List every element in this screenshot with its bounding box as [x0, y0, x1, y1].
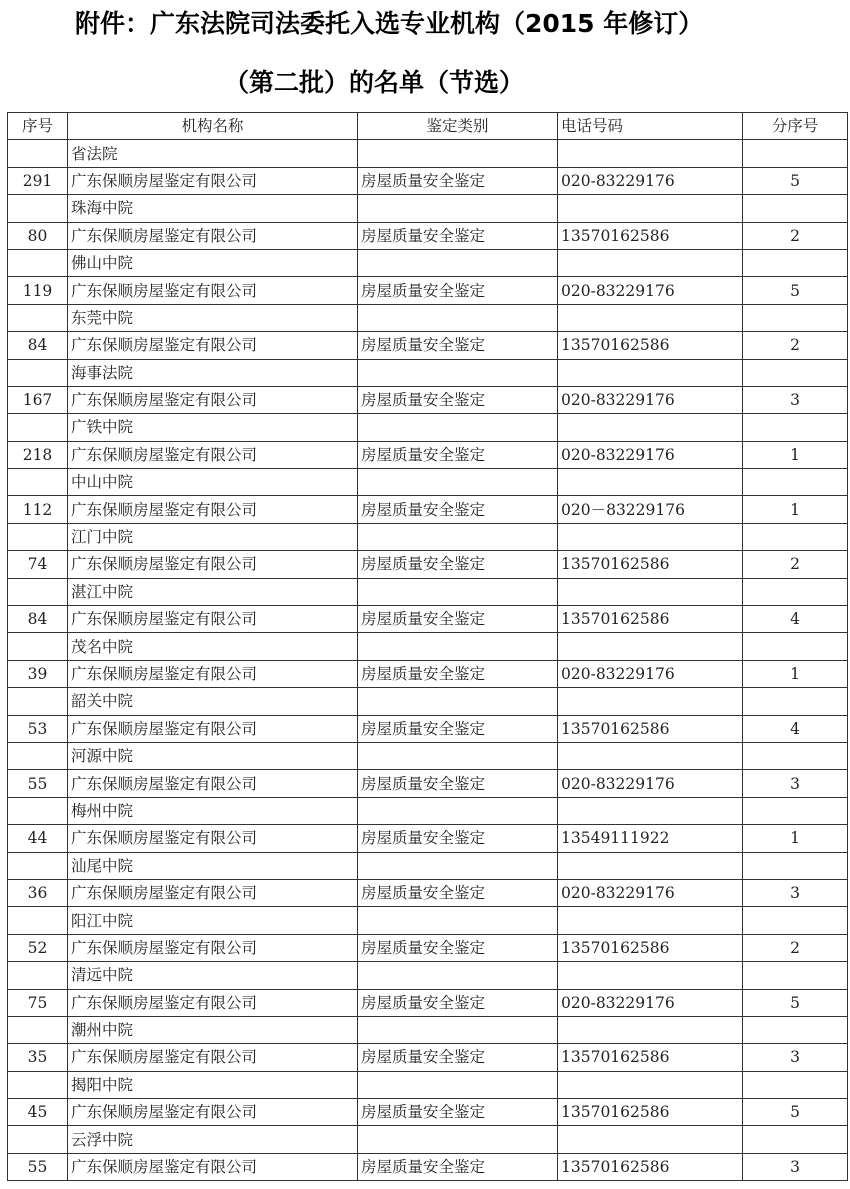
court-serial-cell — [8, 195, 68, 222]
court-serial-cell — [8, 1071, 68, 1098]
empty-cell — [558, 1071, 743, 1098]
empty-cell — [743, 469, 848, 496]
institution-name: 广东保顺房屋鉴定有限公司 — [68, 441, 358, 468]
serial-number: 84 — [8, 606, 68, 633]
sub-serial-number: 3 — [743, 1153, 848, 1180]
phone-number: 020-83229176 — [558, 770, 743, 797]
institution-name: 广东保顺房屋鉴定有限公司 — [68, 1044, 358, 1071]
institution-name: 广东保顺房屋鉴定有限公司 — [68, 989, 358, 1016]
institution-name: 广东保顺房屋鉴定有限公司 — [68, 660, 358, 687]
court-name: 阳江中院 — [68, 907, 358, 934]
empty-cell — [358, 1126, 558, 1153]
empty-cell — [558, 523, 743, 550]
serial-number: 52 — [8, 934, 68, 961]
serial-number: 55 — [8, 770, 68, 797]
serial-number: 36 — [8, 879, 68, 906]
court-row — [8, 414, 848, 441]
court-row — [8, 304, 848, 331]
court-serial-cell — [8, 140, 68, 167]
phone-number: 020-83229176 — [558, 660, 743, 687]
phone-number: 13570162586 — [558, 1044, 743, 1071]
institution-name: 广东保顺房屋鉴定有限公司 — [68, 167, 358, 194]
court-name: 汕尾中院 — [68, 852, 358, 879]
empty-cell — [358, 140, 558, 167]
serial-number: 218 — [8, 441, 68, 468]
appraisal-category: 房屋质量安全鉴定 — [358, 1153, 558, 1180]
court-serial-cell — [8, 1016, 68, 1043]
appraisal-category: 房屋质量安全鉴定 — [358, 167, 558, 194]
sub-serial-number: 4 — [743, 606, 848, 633]
empty-cell — [743, 797, 848, 824]
empty-cell — [358, 907, 558, 934]
empty-cell — [558, 249, 743, 276]
empty-cell — [743, 1126, 848, 1153]
court-name: 江门中院 — [68, 523, 358, 550]
empty-cell — [558, 797, 743, 824]
phone-number: 13570162586 — [558, 606, 743, 633]
phone-number: 020-83229176 — [558, 989, 743, 1016]
empty-cell — [358, 304, 558, 331]
court-serial-cell — [8, 852, 68, 879]
empty-cell — [743, 414, 848, 441]
appraisal-category: 房屋质量安全鉴定 — [358, 1044, 558, 1071]
empty-cell — [558, 578, 743, 605]
document-subtitle: （第二批）的名单（节选） — [224, 68, 525, 97]
phone-number: 13570162586 — [558, 1099, 743, 1126]
appraisal-category: 房屋质量安全鉴定 — [358, 989, 558, 1016]
court-serial-cell — [8, 797, 68, 824]
serial-number: 75 — [8, 989, 68, 1016]
header-institution: 机构名称 — [68, 113, 358, 140]
appraisal-category: 房屋质量安全鉴定 — [358, 222, 558, 249]
table-row — [8, 715, 848, 742]
table-row — [8, 1044, 848, 1071]
empty-cell — [743, 304, 848, 331]
court-row — [8, 852, 848, 879]
sub-serial-number: 1 — [743, 660, 848, 687]
empty-cell — [558, 195, 743, 222]
empty-cell — [558, 1016, 743, 1043]
empty-cell — [358, 1016, 558, 1043]
court-name: 梅州中院 — [68, 797, 358, 824]
table-row — [8, 1153, 848, 1180]
institution-name: 广东保顺房屋鉴定有限公司 — [68, 551, 358, 578]
table-row — [8, 222, 848, 249]
empty-cell — [743, 742, 848, 769]
empty-cell — [743, 907, 848, 934]
empty-cell — [558, 688, 743, 715]
court-serial-cell — [8, 249, 68, 276]
empty-cell — [358, 962, 558, 989]
serial-number: 84 — [8, 332, 68, 359]
sub-serial-number: 5 — [743, 167, 848, 194]
appraisal-category: 房屋质量安全鉴定 — [358, 332, 558, 359]
header-sub-serial: 分序号 — [743, 113, 848, 140]
appraisal-category: 房屋质量安全鉴定 — [358, 879, 558, 906]
phone-number: 020-83229176 — [558, 167, 743, 194]
table-row — [8, 825, 848, 852]
appraisal-category: 房屋质量安全鉴定 — [358, 277, 558, 304]
phone-number: 13570162586 — [558, 222, 743, 249]
court-name: 广铁中院 — [68, 414, 358, 441]
court-row — [8, 962, 848, 989]
phone-number: 13570162586 — [558, 332, 743, 359]
empty-cell — [743, 523, 848, 550]
sub-serial-number: 3 — [743, 386, 848, 413]
sub-serial-number: 5 — [743, 1099, 848, 1126]
serial-number: 167 — [8, 386, 68, 413]
court-serial-cell — [8, 469, 68, 496]
court-name: 清远中院 — [68, 962, 358, 989]
table-row — [8, 441, 848, 468]
serial-number: 44 — [8, 825, 68, 852]
sub-serial-number: 2 — [743, 222, 848, 249]
appraisal-category: 房屋质量安全鉴定 — [358, 441, 558, 468]
document-title: 附件：广东法院司法委托入选专业机构（2015 年修订） — [75, 9, 704, 38]
sub-serial-number: 3 — [743, 879, 848, 906]
phone-number: 020－83229176 — [558, 496, 743, 523]
empty-cell — [743, 962, 848, 989]
court-row — [8, 797, 848, 824]
appraisal-category: 房屋质量安全鉴定 — [358, 934, 558, 961]
sub-serial-number: 2 — [743, 332, 848, 359]
sub-serial-number: 3 — [743, 1044, 848, 1071]
institution-name: 广东保顺房屋鉴定有限公司 — [68, 1153, 358, 1180]
court-serial-cell — [8, 1126, 68, 1153]
phone-number: 13570162586 — [558, 934, 743, 961]
sub-serial-number: 1 — [743, 441, 848, 468]
court-name: 中山中院 — [68, 469, 358, 496]
phone-number: 13549111922 — [558, 825, 743, 852]
institution-name: 广东保顺房屋鉴定有限公司 — [68, 825, 358, 852]
empty-cell — [358, 852, 558, 879]
sub-serial-number: 5 — [743, 277, 848, 304]
court-row — [8, 578, 848, 605]
empty-cell — [558, 633, 743, 660]
court-serial-cell — [8, 907, 68, 934]
institution-name: 广东保顺房屋鉴定有限公司 — [68, 332, 358, 359]
empty-cell — [558, 359, 743, 386]
phone-number: 020-83229176 — [558, 879, 743, 906]
serial-number: 53 — [8, 715, 68, 742]
court-row — [8, 523, 848, 550]
empty-cell — [558, 1126, 743, 1153]
empty-cell — [558, 907, 743, 934]
table-header-row — [8, 113, 848, 140]
empty-cell — [358, 469, 558, 496]
court-name: 茂名中院 — [68, 633, 358, 660]
court-row — [8, 688, 848, 715]
court-row — [8, 1016, 848, 1043]
empty-cell — [558, 304, 743, 331]
institution-name: 广东保顺房屋鉴定有限公司 — [68, 606, 358, 633]
phone-number: 13570162586 — [558, 715, 743, 742]
appraisal-category: 房屋质量安全鉴定 — [358, 551, 558, 578]
empty-cell — [358, 523, 558, 550]
court-serial-cell — [8, 962, 68, 989]
serial-number: 119 — [8, 277, 68, 304]
sub-serial-number: 3 — [743, 770, 848, 797]
court-serial-cell — [8, 633, 68, 660]
sub-serial-number: 1 — [743, 496, 848, 523]
empty-cell — [358, 742, 558, 769]
table-row — [8, 277, 848, 304]
serial-number: 55 — [8, 1153, 68, 1180]
institution-name: 广东保顺房屋鉴定有限公司 — [68, 1099, 358, 1126]
court-serial-cell — [8, 414, 68, 441]
serial-number: 39 — [8, 660, 68, 687]
empty-cell — [743, 359, 848, 386]
empty-cell — [743, 633, 848, 660]
table-row — [8, 934, 848, 961]
court-name: 海事法院 — [68, 359, 358, 386]
appraisal-category: 房屋质量安全鉴定 — [358, 660, 558, 687]
court-name: 揭阳中院 — [68, 1071, 358, 1098]
table-row — [8, 167, 848, 194]
table-row — [8, 989, 848, 1016]
court-serial-cell — [8, 742, 68, 769]
institution-table — [7, 112, 848, 1181]
phone-number: 13570162586 — [558, 1153, 743, 1180]
empty-cell — [743, 688, 848, 715]
institution-name: 广东保顺房屋鉴定有限公司 — [68, 496, 358, 523]
court-name: 湛江中院 — [68, 578, 358, 605]
empty-cell — [558, 742, 743, 769]
appraisal-category: 房屋质量安全鉴定 — [358, 1099, 558, 1126]
institution-name: 广东保顺房屋鉴定有限公司 — [68, 277, 358, 304]
empty-cell — [558, 414, 743, 441]
sub-serial-number: 4 — [743, 715, 848, 742]
table-row — [8, 606, 848, 633]
serial-number: 112 — [8, 496, 68, 523]
header-category: 鉴定类别 — [358, 113, 558, 140]
empty-cell — [358, 195, 558, 222]
court-row — [8, 140, 848, 167]
serial-number: 35 — [8, 1044, 68, 1071]
court-row — [8, 359, 848, 386]
court-row — [8, 195, 848, 222]
empty-cell — [358, 1071, 558, 1098]
appraisal-category: 房屋质量安全鉴定 — [358, 825, 558, 852]
court-name: 省法院 — [68, 140, 358, 167]
institution-name: 广东保顺房屋鉴定有限公司 — [68, 934, 358, 961]
empty-cell — [358, 578, 558, 605]
sub-serial-number: 1 — [743, 825, 848, 852]
court-row — [8, 1126, 848, 1153]
court-name: 潮州中院 — [68, 1016, 358, 1043]
empty-cell — [743, 852, 848, 879]
court-name: 河源中院 — [68, 742, 358, 769]
table-row — [8, 770, 848, 797]
sub-serial-number: 2 — [743, 551, 848, 578]
court-serial-cell — [8, 523, 68, 550]
appraisal-category: 房屋质量安全鉴定 — [358, 770, 558, 797]
empty-cell — [743, 140, 848, 167]
empty-cell — [358, 797, 558, 824]
institution-name: 广东保顺房屋鉴定有限公司 — [68, 222, 358, 249]
phone-number: 020-83229176 — [558, 441, 743, 468]
court-serial-cell — [8, 688, 68, 715]
table-row — [8, 386, 848, 413]
sub-serial-number: 2 — [743, 934, 848, 961]
empty-cell — [743, 195, 848, 222]
empty-cell — [558, 469, 743, 496]
appraisal-category: 房屋质量安全鉴定 — [358, 606, 558, 633]
court-row — [8, 633, 848, 660]
serial-number: 291 — [8, 167, 68, 194]
institution-name: 广东保顺房屋鉴定有限公司 — [68, 770, 358, 797]
court-name: 东莞中院 — [68, 304, 358, 331]
serial-number: 74 — [8, 551, 68, 578]
court-row — [8, 1071, 848, 1098]
court-name: 佛山中院 — [68, 249, 358, 276]
header-phone: 电话号码 — [558, 113, 743, 140]
table-row — [8, 332, 848, 359]
court-row — [8, 469, 848, 496]
court-name: 韶关中院 — [68, 688, 358, 715]
court-name: 云浮中院 — [68, 1126, 358, 1153]
serial-number: 80 — [8, 222, 68, 249]
empty-cell — [358, 249, 558, 276]
empty-cell — [358, 414, 558, 441]
empty-cell — [743, 1071, 848, 1098]
empty-cell — [743, 578, 848, 605]
institution-name: 广东保顺房屋鉴定有限公司 — [68, 386, 358, 413]
appraisal-category: 房屋质量安全鉴定 — [358, 386, 558, 413]
court-name: 珠海中院 — [68, 195, 358, 222]
empty-cell — [358, 688, 558, 715]
court-serial-cell — [8, 578, 68, 605]
empty-cell — [558, 852, 743, 879]
empty-cell — [358, 359, 558, 386]
court-row — [8, 249, 848, 276]
court-row — [8, 907, 848, 934]
empty-cell — [743, 1016, 848, 1043]
court-serial-cell — [8, 304, 68, 331]
table-row — [8, 660, 848, 687]
court-row — [8, 742, 848, 769]
phone-number: 13570162586 — [558, 551, 743, 578]
serial-number: 45 — [8, 1099, 68, 1126]
table-row — [8, 879, 848, 906]
appraisal-category: 房屋质量安全鉴定 — [358, 496, 558, 523]
table-row — [8, 496, 848, 523]
phone-number: 020-83229176 — [558, 277, 743, 304]
appraisal-category: 房屋质量安全鉴定 — [358, 715, 558, 742]
empty-cell — [558, 140, 743, 167]
table-body — [8, 140, 848, 1181]
court-serial-cell — [8, 359, 68, 386]
phone-number: 020-83229176 — [558, 386, 743, 413]
header-serial: 序号 — [8, 113, 68, 140]
table-row — [8, 1099, 848, 1126]
empty-cell — [558, 962, 743, 989]
institution-name: 广东保顺房屋鉴定有限公司 — [68, 879, 358, 906]
empty-cell — [743, 249, 848, 276]
institution-name: 广东保顺房屋鉴定有限公司 — [68, 715, 358, 742]
sub-serial-number: 5 — [743, 989, 848, 1016]
table-row — [8, 551, 848, 578]
empty-cell — [358, 633, 558, 660]
